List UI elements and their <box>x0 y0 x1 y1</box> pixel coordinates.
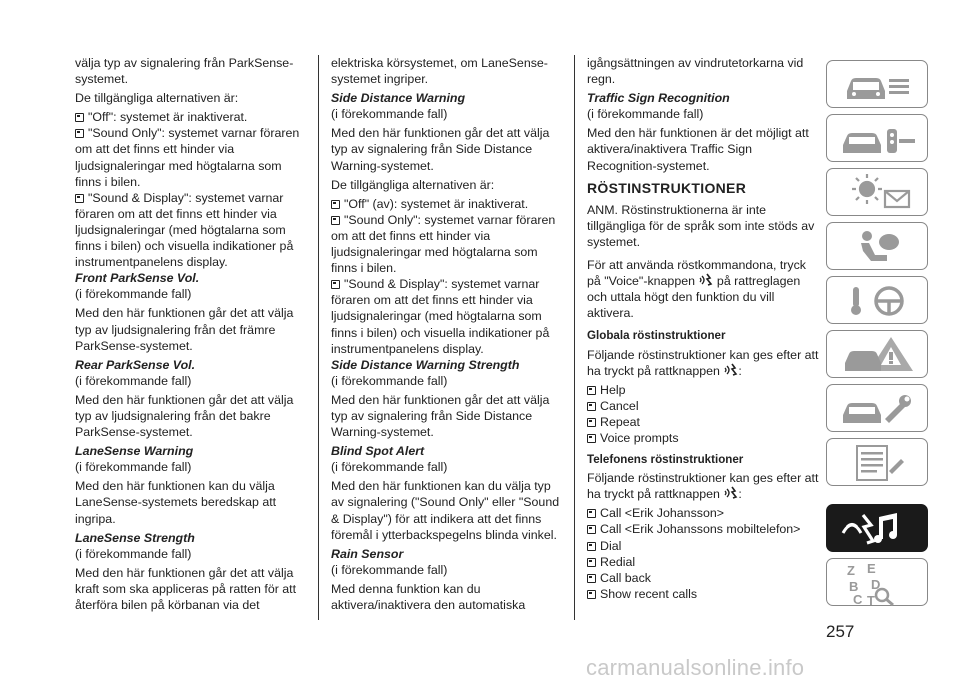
section-title: Traffic Sign Recognition <box>587 91 730 106</box>
bullet-box-icon <box>587 386 596 395</box>
section-title: Blind Spot Alert <box>331 444 425 459</box>
bullet-box-icon <box>587 525 596 534</box>
paragraph: Med den här funktionen går det att välja typ av ljudsignalering från det bakre ParkSense-systemet. <box>75 392 294 440</box>
bullet-box-icon <box>587 542 596 551</box>
paragraph: De tillgängliga alternativen är: <box>331 177 495 192</box>
index-letter: Z <box>847 563 855 578</box>
column-divider <box>574 55 575 620</box>
index-letter: C <box>853 592 863 607</box>
chapter-tab-emergency[interactable] <box>826 330 928 378</box>
section-title: Rear ParkSense Vol. <box>75 357 196 372</box>
bullet-box-icon <box>331 200 340 209</box>
list-item: Redial <box>587 554 823 570</box>
subsection-title: Globala röstinstruktioner <box>587 329 726 343</box>
bullet-box-icon <box>75 129 84 138</box>
paragraph: elektriska körsystemet, om LaneSense-systemet ingriper. <box>331 56 548 87</box>
list-item: Voice prompts <box>587 430 823 446</box>
paragraph: Med den här funktionen går det att välja typ av signalering från Side Distance Warning-systemet. <box>331 392 550 440</box>
section-note: (i förekommande fall) <box>75 460 192 475</box>
bullet-box-icon <box>587 558 596 567</box>
paragraph: Med den här funktionen går det att välja kraft som ska appliceras på ratten för att återföra bilen på körbanan via det <box>75 565 297 612</box>
text-column-3 <box>587 55 823 602</box>
section-note: (i förekommande fall) <box>331 373 448 388</box>
subsection-title: Telefonens röstinstruktioner <box>587 453 744 467</box>
paragraph: Med den här funktionen kan du välja LaneSense-systemets beredskap att ingripa. <box>75 479 277 526</box>
list-item: "Sound Only": systemet varnar föraren om att det finns ett hinder via ljudsignaleringar med högtalarna som finns i bilen. <box>75 126 300 189</box>
voice-multimedia-icon <box>827 505 929 553</box>
paragraph: Med den här funktionen kan du välja typ av signalering ("Sound Only" eller "Sound & Display") för att indikera att det finns föremål i ytterbackspegelns blinda vinkel. <box>331 479 560 542</box>
voice-button-icon <box>723 363 738 377</box>
watermark: carmanualsonline.info <box>586 655 805 680</box>
list-item: "Off": systemet är inaktiverat. <box>75 109 311 125</box>
list-item: Call <Erik Johanssons mobiltelefon> <box>587 521 823 537</box>
chapter-tab-technical-data[interactable] <box>826 438 928 486</box>
section-title: Front ParkSense Vol. <box>75 271 200 286</box>
paragraph: För att använda röstkommandona, tryck på "Voice"-knappen på rattreglagen och uttala högt den funktion du vill aktivera. <box>587 258 807 321</box>
paragraph: Med den här funktionen är det möjligt att aktivera/inaktivera Traffic Sign Recognition-systemet. <box>587 126 809 173</box>
list-item: "Off" (av): systemet är inaktiverat. <box>331 196 567 212</box>
bullet-box-icon <box>587 574 596 583</box>
emergency-warning-icon <box>827 331 929 379</box>
chapter-tab-safety[interactable] <box>826 222 928 270</box>
bullet-box-icon <box>75 113 84 122</box>
text-column-1 <box>75 55 311 616</box>
bullet-box-icon <box>587 590 596 599</box>
list-item: Help <box>587 382 823 398</box>
car-wrench-icon <box>827 385 929 433</box>
bullet-box-icon <box>75 194 84 203</box>
car-dashboard-icon <box>827 61 929 109</box>
section-note: (i förekommande fall) <box>75 546 192 561</box>
warning-lights-icon <box>827 169 929 217</box>
paragraph: Med denna funktion kan du aktivera/inaktivera den automatiska <box>331 581 526 612</box>
section-title: Side Distance Warning <box>331 91 466 106</box>
paragraph: välja typ av signalering från ParkSense-systemet. <box>75 56 294 87</box>
steering-wheel-icon <box>827 277 929 325</box>
paragraph: igångsättningen av vindrutetorkarna vid regn. <box>587 56 804 87</box>
list-item: "Sound & Display": systemet varnar föraren om att det finns ett hinder via ljudsignaleringar (med högtalarna som finns i bilen) och visuella indikationer på instrumentpanelens display. <box>331 277 550 356</box>
bullet-box-icon <box>587 402 596 411</box>
section-title: Side Distance Warning Strength <box>331 357 520 372</box>
chapter-tab-index[interactable] <box>826 558 928 606</box>
bullet-box-icon <box>587 509 596 518</box>
index-letter: B <box>849 579 859 594</box>
chapter-tab-dashboard[interactable] <box>826 60 928 108</box>
paragraph: De tillgängliga alternativen är: <box>75 91 239 106</box>
index-letter: T <box>867 593 875 607</box>
chapter-tab-multimedia[interactable] <box>826 504 928 552</box>
bullet-box-icon <box>331 280 340 289</box>
voice-button-icon <box>723 486 738 500</box>
section-title: LaneSense Warning <box>75 444 194 459</box>
section-note: (i förekommande fall) <box>331 107 448 122</box>
page-number: 257 <box>826 622 855 641</box>
car-key-icon <box>827 115 929 163</box>
chapter-tab-maintenance[interactable] <box>826 384 928 432</box>
list-item: Repeat <box>587 414 823 430</box>
note-paragraph: ANM. Röstinstruktionerna är inte tillgängliga för de språk som inte stöds av systemet. <box>587 202 815 249</box>
section-title: Rain Sensor <box>331 546 404 561</box>
list-item: "Sound & Display": systemet varnar föraren om att det finns ett hinder via ljudsignaleringar (med högtalarna som finns i bilen) och visuella indikationer på instrumentpanelens display. <box>75 190 294 270</box>
list-item: Call <Erik Johansson> <box>587 505 823 521</box>
bullet-box-icon <box>331 216 340 225</box>
section-note: (i förekommande fall) <box>75 373 192 388</box>
paragraph: Med den här funktionen går det att välja typ av ljudsignalering från det främre ParkSense-systemet. <box>75 306 294 353</box>
list-item: "Sound Only": systemet varnar föraren om att det finns ett hinder via ljudsignaleringar med högtalarna som finns i bilen. <box>331 212 556 276</box>
paragraph: Följande röstinstruktioner kan ges efter att ha tryckt på rattknappen : <box>587 347 819 378</box>
index-letter: D <box>871 577 881 592</box>
paragraph: Med den här funktionen går det att välja typ av signalering från Side Distance Warning-systemet. <box>331 126 550 173</box>
section-heading: RÖSTINSTRUKTIONER <box>587 179 747 196</box>
voice-button-icon <box>698 273 713 287</box>
list-item: Cancel <box>587 398 823 414</box>
list-item: Show recent calls <box>587 586 823 602</box>
airbag-seat-icon <box>827 223 929 271</box>
bullet-box-icon <box>587 418 596 427</box>
index-letter: E <box>867 561 876 576</box>
list-item: Dial <box>587 538 823 554</box>
text-column-2 <box>331 55 567 616</box>
section-note: (i förekommande fall) <box>331 562 448 577</box>
paragraph: Följande röstinstruktioner kan ges efter att ha tryckt på rattknappen : <box>587 471 819 502</box>
section-title: LaneSense Strength <box>75 530 195 545</box>
section-note: (i förekommande fall) <box>331 460 448 475</box>
section-note: (i förekommande fall) <box>75 287 192 302</box>
chapter-tab-starting-driving[interactable] <box>826 276 928 324</box>
bullet-box-icon <box>587 434 596 443</box>
section-note: (i förekommande fall) <box>587 107 704 122</box>
technical-list-icon <box>827 439 929 487</box>
column-divider <box>318 55 319 620</box>
chapter-tab-lights-messages[interactable] <box>826 168 928 216</box>
alphabet-index-icon <box>827 559 929 607</box>
chapter-tab-car-key[interactable] <box>826 114 928 162</box>
list-item: Call back <box>587 570 823 586</box>
